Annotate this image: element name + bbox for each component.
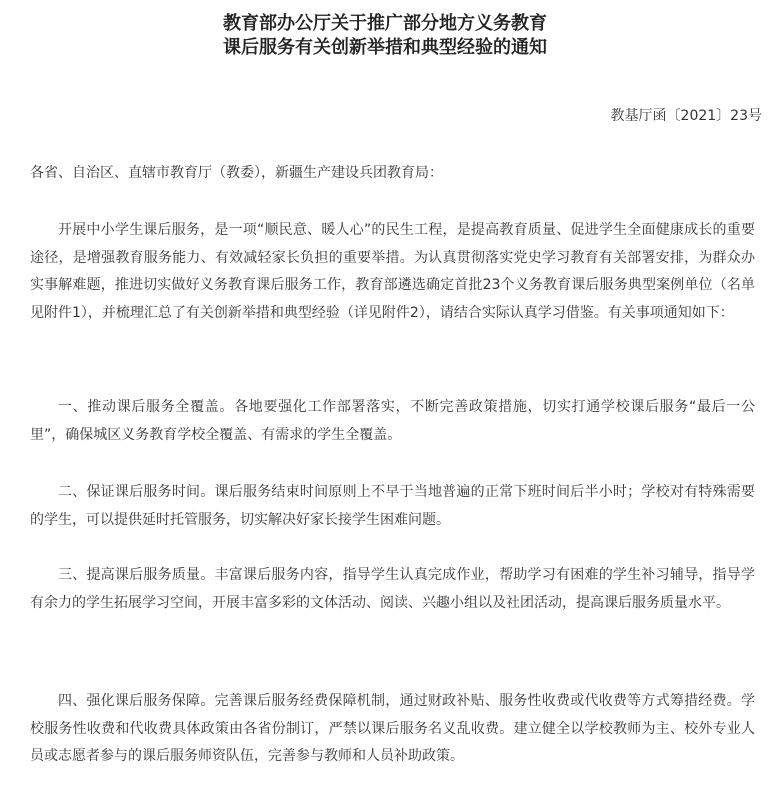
paragraph-intro: 开展中小学生课后服务，是一项“顺民意、暖人心”的民生工程，是提高教育质量、促进学生全面健康成长的重要途径，是增强教育服务能力、有效减轻家长负担的重要举措。为认真贯彻落实党史学习教育有关部署安排，为群众办实事解难题，推进切实做好义务教育课后服务工作，教育部遴选确定首批23个义务教育课后服务典型案例单位（名单见附件1），并梳理汇总了有关创新举措和典型经验（详见附件2），请结合实际认真学习借鉴。有关事项通知如下：: [30, 222, 755, 321]
paragraph-item-2: 二、保证课后服务时间。课后服务结束时间原则上不早于当地普遍的正常下班时间后半小时；学校对有特殊需要的学生，可以提供延时托管服务，切实解决好家长接学生困难问题。: [30, 484, 755, 528]
document-title-line-1: 教育部办公厅关于推广部分地方义务教育: [223, 13, 547, 34]
document-number: 教基厅函〔2021〕23号: [610, 108, 762, 124]
salutation: 各省、自治区、直辖市教育厅（教委），新疆生产建设兵团教育局：: [30, 165, 443, 181]
document-title-line-2: 课后服务有关创新举措和典型经验的通知: [223, 37, 547, 58]
paragraph-item-3: 三、提高课后服务质量。丰富课后服务内容，指导学生认真完成作业，帮助学习有困难的学生补习辅导，指导学有余力的学生拓展学习空间，开展丰富多彩的文体活动、阅读、兴趣小组以及社团活动，提高课后服务质量水平。: [30, 567, 755, 611]
paragraph-item-4: 四、强化课后服务保障。完善课后服务经费保障机制，通过财政补贴、服务性收费或代收费等方式筹措经费。学校服务性收费和代收费具体政策由各省份制订，严禁以课后服务名义乱收费。建立健全以学校教师为主、校外专业人员或志愿者参与的课后服务师资队伍，完善参与教师和人员补助政策。: [30, 693, 755, 764]
paragraph-item-1: 一、推动课后服务全覆盖。各地要强化工作部署落实，不断完善政策措施，切实打通学校课后服务“最后一公里”，确保城区义务教育学校全覆盖、有需求的学生全覆盖。: [30, 399, 755, 443]
